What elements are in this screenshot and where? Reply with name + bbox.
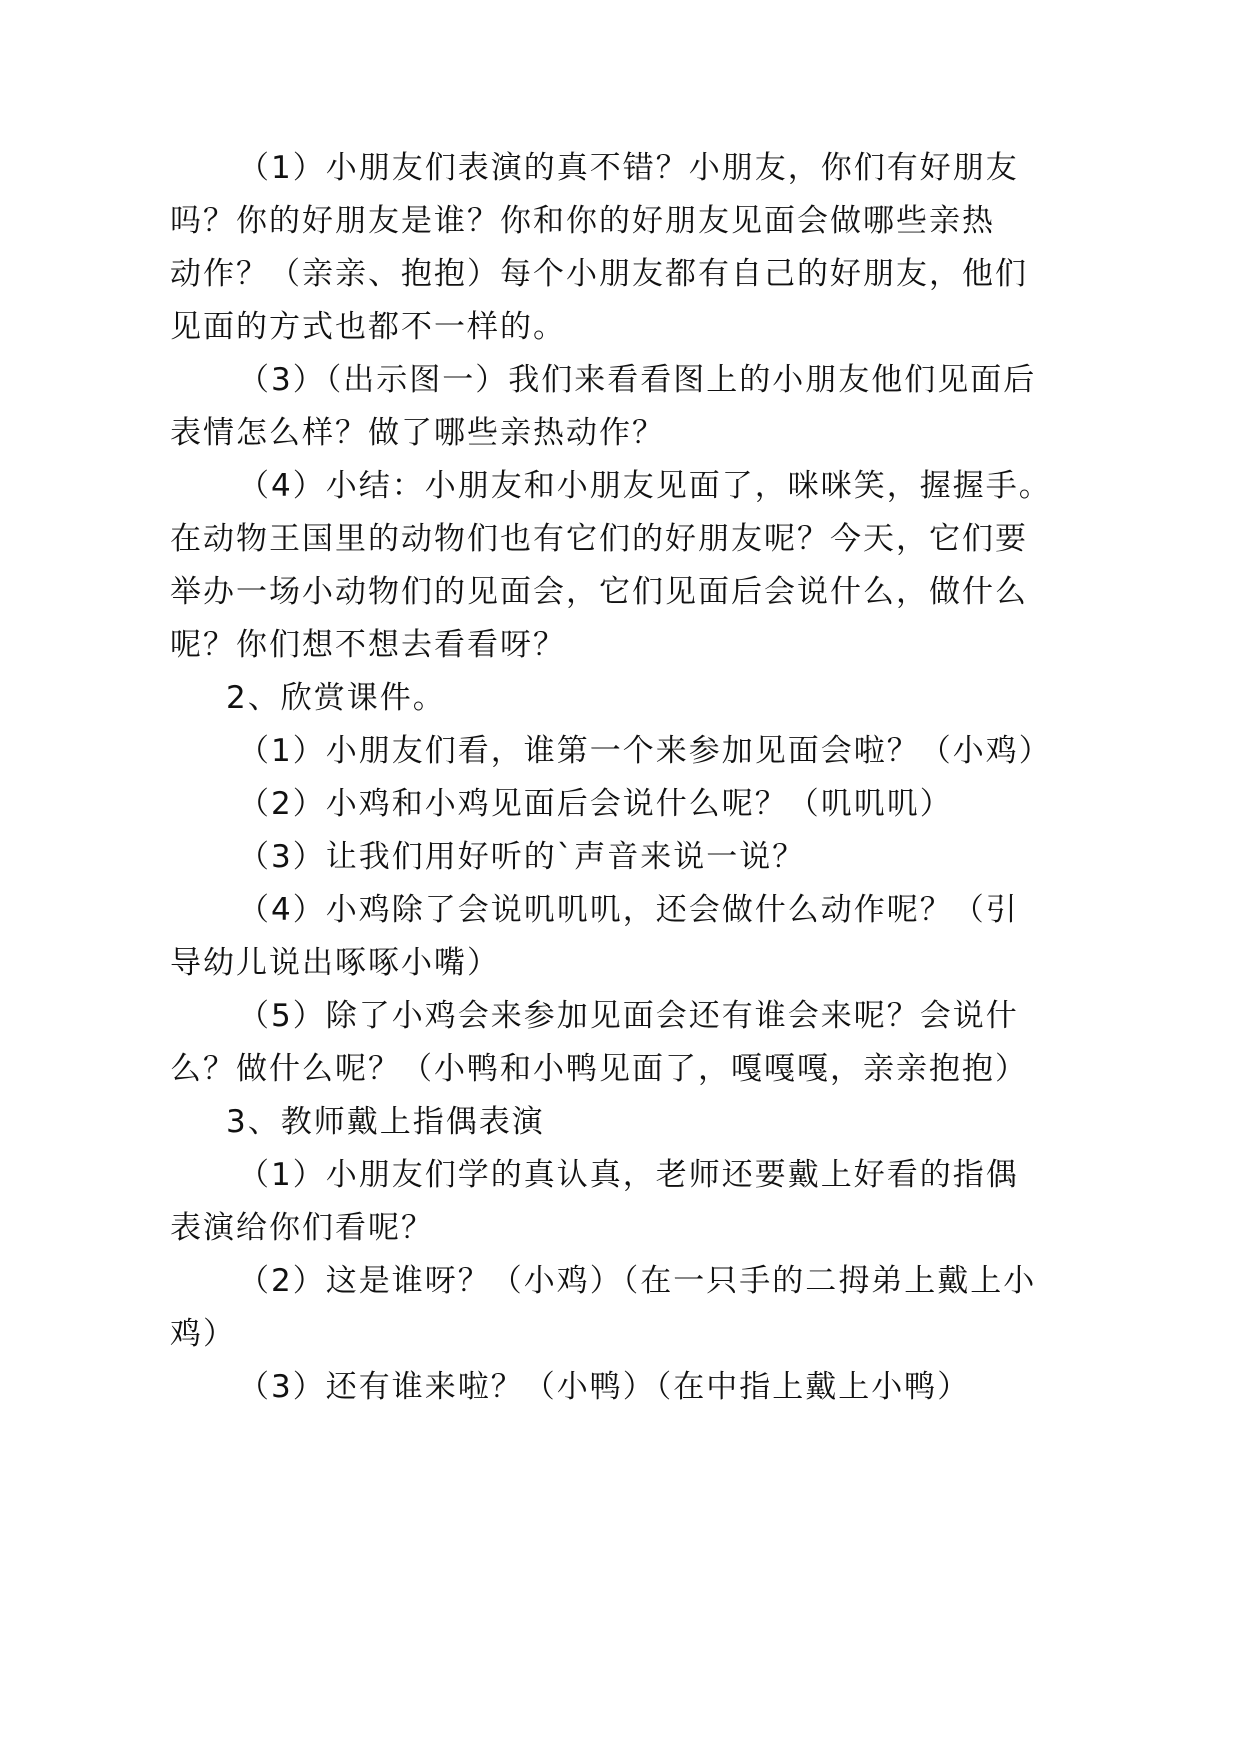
text-line: 在动物王国里的动物们也有它们的好朋友呢？今天，它们要: [170, 521, 1028, 557]
section-heading: 3、教师戴上指偶表演: [226, 1104, 545, 1140]
text-line: （2）这是谁呀？（小鸡）（在一只手的二拇弟上戴上小: [238, 1263, 1037, 1299]
text-line: 鸡）: [170, 1316, 236, 1352]
text-line: 动作？（亲亲、抱抱）每个小朋友都有自己的好朋友，他们: [170, 256, 1028, 292]
text-line: （5）除了小鸡会来参加见面会还有谁会来呢？会说什: [238, 998, 1019, 1034]
text-line: 导幼儿说出啄啄小嘴）: [170, 945, 500, 981]
text-line: 么？做什么呢？（小鸭和小鸭见面了，嘎嘎嘎，亲亲抱抱）: [170, 1051, 1028, 1087]
text-line: （1）小朋友们学的真认真，老师还要戴上好看的指偶: [238, 1157, 1019, 1193]
text-line: 表情怎么样？做了哪些亲热动作？: [170, 415, 665, 451]
text-line: 举办一场小动物们的见面会，它们见面后会说什么，做什么: [170, 574, 1028, 610]
text-line: （4）小结：小朋友和小朋友见面了，咪咪笑，握握手。: [238, 468, 1052, 504]
text-line: （3）（出示图一）我们来看看图上的小朋友他们见面后: [238, 362, 1037, 398]
text-line: 吗？你的好朋友是谁？你和你的好朋友见面会做哪些亲热: [170, 203, 995, 239]
text-line: 呢？你们想不想去看看呀？: [170, 627, 566, 663]
section-heading: 2、欣赏课件。: [226, 680, 446, 716]
text-line: （3）还有谁来啦？（小鸭）（在中指上戴上小鸭）: [238, 1369, 971, 1405]
text-line: （4）小鸡除了会说叽叽叽，还会做什么动作呢？（引: [238, 892, 1019, 928]
text-line: （2）小鸡和小鸡见面后会说什么呢？（叽叽叽）: [238, 786, 953, 822]
text-line: 见面的方式也都不一样的。: [170, 309, 566, 345]
text-line: （3）让我们用好听的`声音来说一说？: [238, 839, 806, 875]
text-line: （1）小朋友们看，谁第一个来参加见面会啦？（小鸡）: [238, 733, 1052, 769]
text-line: （1）小朋友们表演的真不错？小朋友，你们有好朋友: [238, 150, 1019, 186]
text-line: 表演给你们看呢？: [170, 1210, 434, 1246]
